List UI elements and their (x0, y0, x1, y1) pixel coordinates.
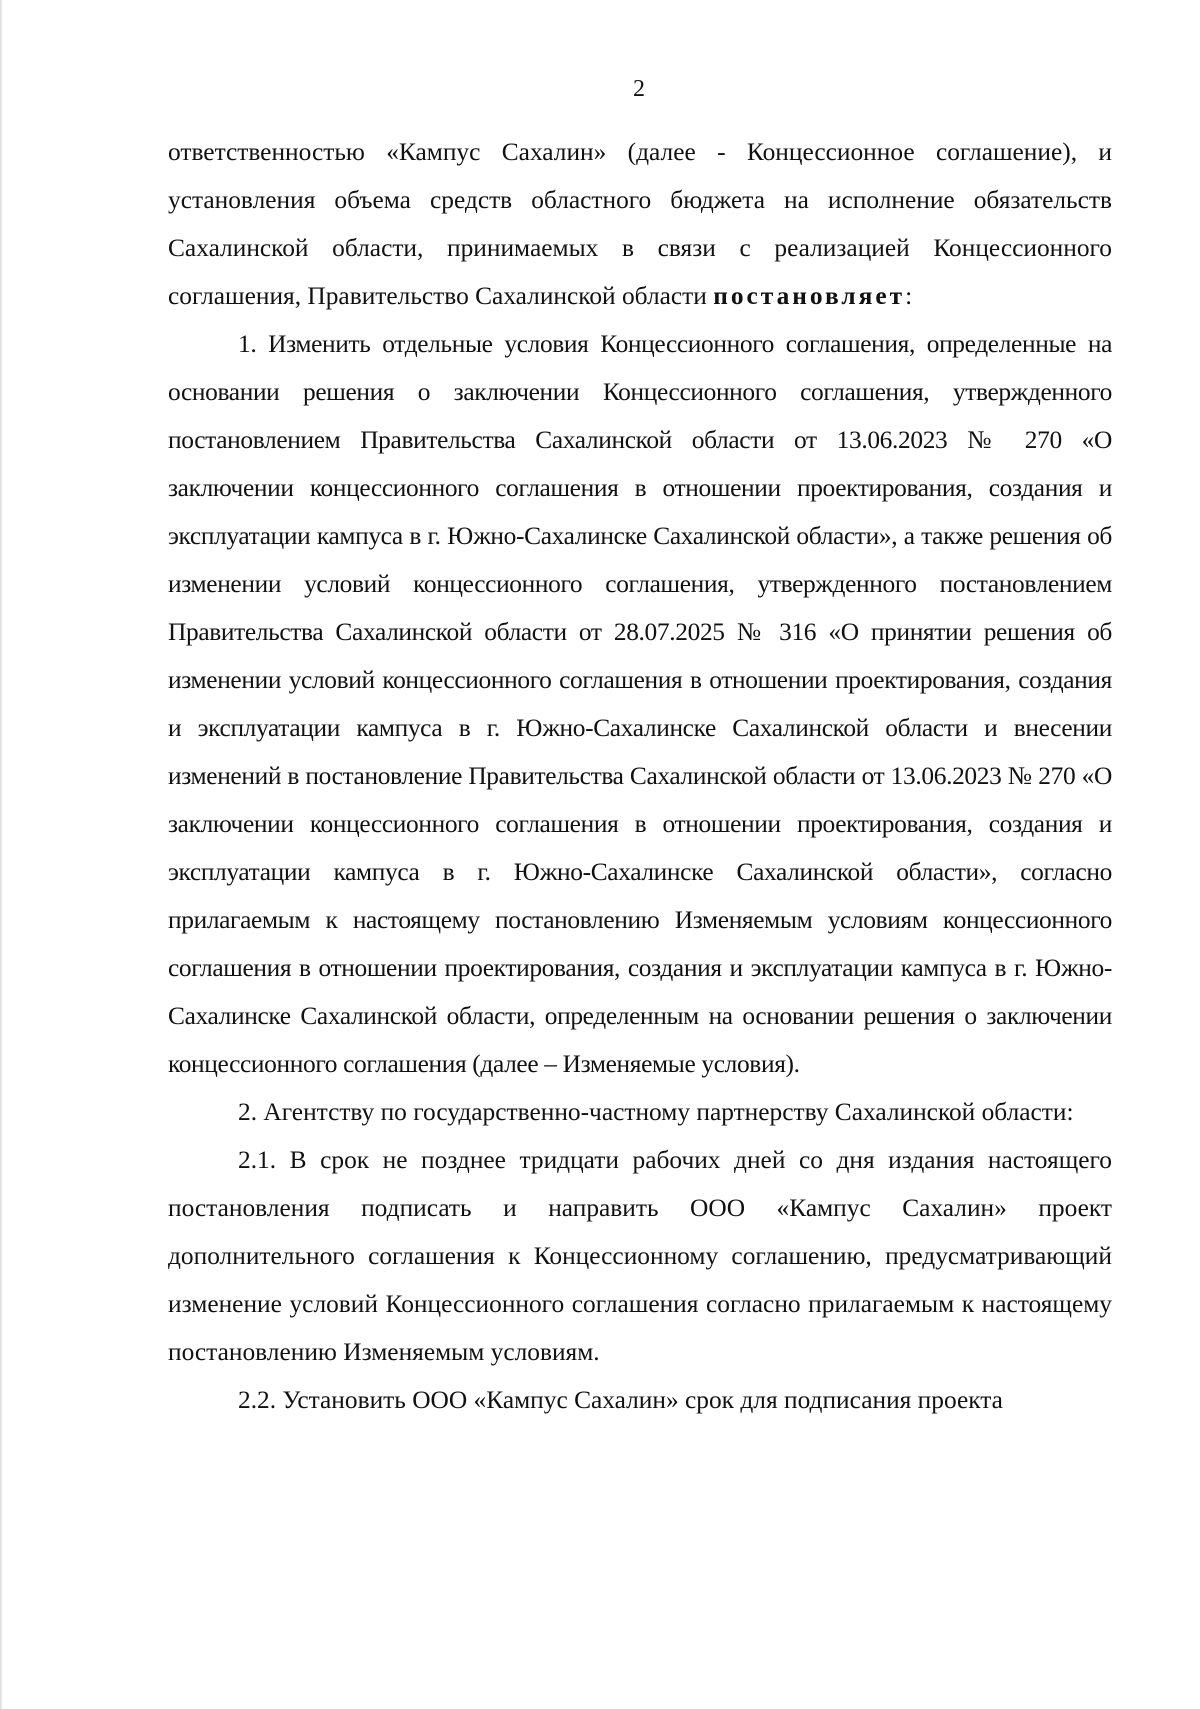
decree-keyword: постановляет (713, 282, 906, 310)
paragraph-item-1: 1. Изменить отдельные условия Концессионного соглашения, определенные на основании решения о заключении Концессионного соглашения, утвержденного постановлением Правительства Сахалинской области от 13.06.2023 № 270 «О заключении концессионного соглашения в отношении проектирования, создания и эксплуатации кампуса в г. Южно-Сахалинске Сахалинской области», а также решения об изменении условий концессионного соглашения, утвержденного постановлением Правительства Сахалинской области от 28.07.2025 № 316 «О принятии решения об изменении условий концессионного соглашения в отношении проектирования, создания и эксплуатации кампуса в г. Южно-Сахалинске Сахалинской области и внесении изменений в постановление Правительства Сахалинской области от 13.06.2023 № 270 «О заключении концессионного соглашения в отношении проектирования, создания и эксплуатации кампуса в г. Южно-Сахалинске Сахалинской области», согласно прилагаемым к настоящему постановлению Изменяемым условиям концессионного соглашения в отношении проектирования, создания и эксплуатации кампуса в г. Южно-Сахалинске Сахалинской области, определенным на основании решения о заключении концессионного соглашения (далее – Изменяемые условия). (168, 330, 1112, 1078)
preamble-text: ответственностью «Кампус Сахалин» (далее - Концессионное соглашение), и установления объема средств областного бюджета на исполнение обязательств Сахалинской области, принимаемых в связи с реализацией Концессионного соглашения, Правительство Сахалинской области (168, 138, 1112, 310)
paragraph-preamble-continuation (168, 128, 1112, 320)
preamble-colon: : (905, 282, 913, 310)
scan-edge-shadow (0, 0, 3, 1709)
page-number: 2 (633, 76, 645, 102)
paragraph-item-2: 2. Агентству по государственно-частному партнерству Сахалинской области: (238, 1098, 1074, 1126)
paragraph-item-2-2: 2.2. Установить ООО «Кампус Сахалин» срок для подписания проекта (238, 1386, 1003, 1414)
paragraph-item-2-1: 2.1. В срок не позднее тридцати рабочих дней со дня издания настоящего постановления подписать и направить ООО «Кампус Сахалин» проект дополнительного соглашения к Концессионному соглашению, предусматривающий изменение условий Концессионного соглашения согласно прилагаемым к настоящему постановлению Изменяемым условиям. (168, 1146, 1112, 1366)
document-body (168, 128, 1112, 1424)
